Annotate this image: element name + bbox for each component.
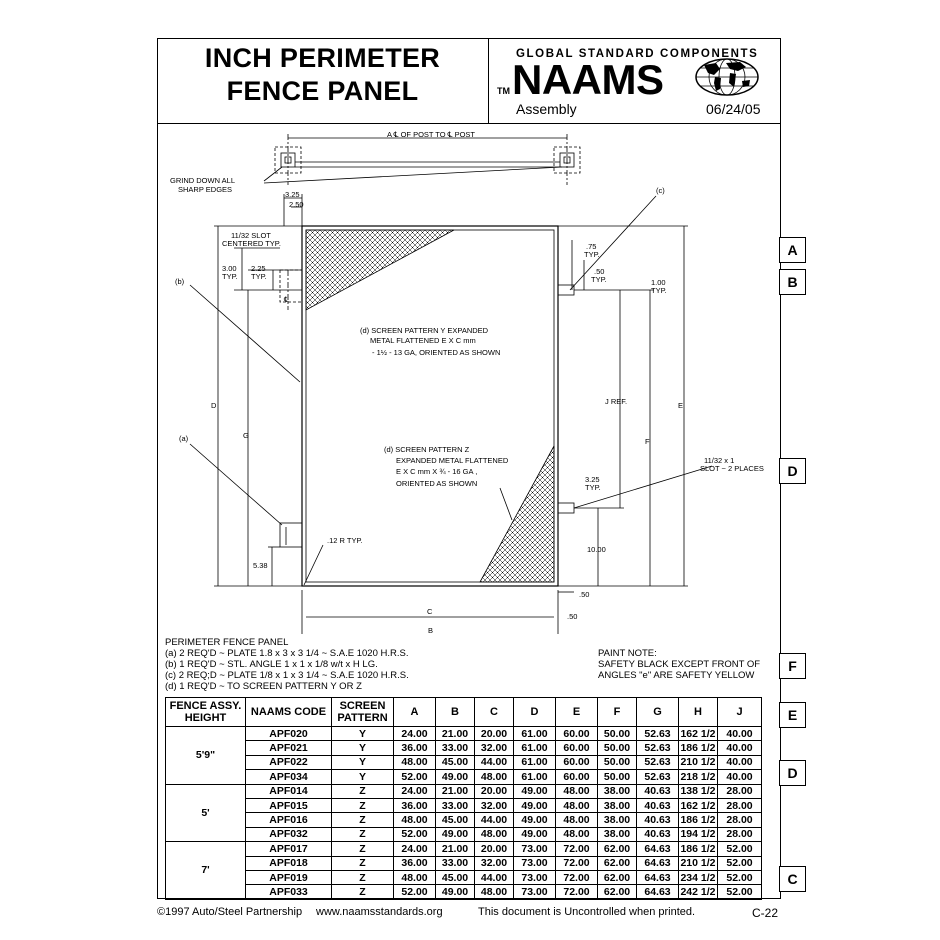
table-row — [166, 870, 762, 884]
value-cell: 45.00 — [436, 755, 475, 769]
value-cell: 28.00 — [718, 813, 762, 827]
value-cell: 38.00 — [598, 784, 637, 798]
table-row — [166, 813, 762, 827]
grind-note-2: SHARP EDGES — [178, 185, 233, 194]
dim-3-25-b: 3.25 — [585, 475, 600, 484]
side-tab-e[interactable]: E — [779, 702, 806, 728]
value-cell: 28.00 — [718, 798, 762, 812]
value-cell: 20.00 — [475, 842, 514, 856]
dim-0-75-typ: TYP. — [584, 250, 600, 259]
trademark: TM — [497, 86, 510, 96]
value-cell: 40.63 — [637, 784, 679, 798]
pattern-cell: Z — [332, 856, 394, 870]
value-cell: 50.00 — [598, 755, 637, 769]
value-cell: 48.00 — [475, 885, 514, 899]
value-cell: 48.00 — [394, 813, 436, 827]
dim-3-25-b-typ: TYP. — [585, 483, 601, 492]
value-cell: 62.00 — [598, 885, 637, 899]
value-cell: 21.00 — [436, 727, 475, 741]
value-cell: 62.00 — [598, 870, 637, 884]
pattern-cell: Y — [332, 755, 394, 769]
label-a: (a) — [179, 434, 189, 443]
col-header-f: F — [598, 698, 637, 727]
side-tab-c[interactable]: C — [779, 866, 806, 892]
value-cell: 61.00 — [514, 755, 556, 769]
value-cell: 48.00 — [394, 755, 436, 769]
pattern-cell: Z — [332, 798, 394, 812]
dim-3-00-typ: TYP. — [222, 272, 238, 281]
value-cell: 32.00 — [475, 741, 514, 755]
value-cell: 48.00 — [475, 827, 514, 841]
table-row — [166, 770, 762, 784]
value-cell: 40.63 — [637, 813, 679, 827]
col-header-a: A — [394, 698, 436, 727]
table-row — [166, 827, 762, 841]
label-b: (b) — [175, 277, 185, 286]
slot-2-line1: 11/32 x 1 — [704, 456, 735, 465]
value-cell: 186 1/2 — [680, 814, 716, 827]
paint-note: PAINT NOTE: SAFETY BLACK EXCEPT FRONT OF ANGLES "e" ARE SAFETY YELLOW — [598, 648, 761, 681]
note-b: (b) 1 REQ'D ~ STL. ANGLE 1 x 1 x 1/8 w/t x H LG. — [165, 659, 378, 670]
col-header-height: FENCE ASSY. HEIGHT — [166, 698, 246, 727]
value-cell: 162 1/2 — [680, 727, 716, 740]
value-cell: 52.00 — [394, 885, 436, 899]
value-cell: 45.00 — [436, 870, 475, 884]
value-cell: 62.00 — [598, 842, 637, 856]
value-cell: 33.00 — [436, 798, 475, 812]
value-cell: 20.00 — [475, 727, 514, 741]
col-header-g: G — [637, 698, 679, 727]
pattern-cell: Z — [332, 827, 394, 841]
col-header-pattern: SCREEN PATTERN — [332, 698, 394, 727]
naams-code-cell: APF016 — [246, 813, 332, 827]
dim-0-50-typ-val: .50 — [594, 267, 605, 276]
value-cell: 50.00 — [598, 727, 637, 741]
value-cell: 45.00 — [436, 813, 475, 827]
side-tab-d-lower[interactable]: D — [779, 760, 806, 786]
value-cell: 186 1/2 — [680, 742, 716, 755]
col-header-j: J — [718, 698, 762, 727]
value-cell: 21.00 — [436, 842, 475, 856]
col-header-code: NAAMS CODE — [246, 698, 332, 727]
naams-code-cell: APF015 — [246, 798, 332, 812]
dim-f: F — [645, 437, 650, 446]
pattern-z-line1: (d) SCREEN PATTERN Z — [384, 445, 470, 454]
value-cell: 49.00 — [514, 827, 556, 841]
value-cell: 60.00 — [556, 770, 598, 784]
value-cell: 44.00 — [475, 813, 514, 827]
height-cell: 5'9" — [166, 727, 246, 785]
slot-note-2: CENTERED TYP. — [222, 239, 281, 248]
value-cell: 44.00 — [475, 870, 514, 884]
value-cell: 64.63 — [637, 885, 679, 899]
value-cell: 24.00 — [394, 784, 436, 798]
revision-date: 06/24/05 — [706, 101, 761, 117]
naams-code-cell: APF021 — [246, 741, 332, 755]
dim-g: G — [243, 431, 249, 440]
value-cell: 210 1/2 — [680, 756, 716, 769]
value-cell: 40.63 — [637, 827, 679, 841]
value-cell: 73.00 — [514, 870, 556, 884]
col-header-e: E — [556, 698, 598, 727]
value-cell: 73.00 — [514, 885, 556, 899]
value-cell: 36.00 — [394, 741, 436, 755]
value-cell: 38.00 — [598, 813, 637, 827]
pattern-cell: Z — [332, 870, 394, 884]
dim-0-50-c: .50 — [567, 612, 578, 621]
value-cell: 28.00 — [718, 827, 762, 841]
dim-1-00: 1.00 — [651, 278, 666, 287]
dim-0-75: .75 — [586, 242, 597, 251]
pattern-cell: Z — [332, 813, 394, 827]
value-cell: 49.00 — [436, 770, 475, 784]
value-cell: 61.00 — [514, 741, 556, 755]
dim-b: B — [428, 626, 434, 634]
pattern-y-line3: - 1½ - 13 GA, ORIENTED AS SHOWN — [372, 348, 501, 357]
slot-2-line2: SLOT ~ 2 PLACES — [700, 464, 764, 473]
value-cell: 72.00 — [556, 856, 598, 870]
dim-0-50-bottom: .50 — [579, 590, 590, 599]
pattern-cell: Z — [332, 885, 394, 899]
naams-code-cell: APF014 — [246, 784, 332, 798]
technical-drawing — [157, 124, 781, 634]
side-tab-b[interactable]: B — [779, 269, 806, 295]
dim-5-38: 5.38 — [253, 561, 268, 570]
table-row — [166, 741, 762, 755]
value-cell: 48.00 — [556, 784, 598, 798]
value-cell: 52.00 — [718, 856, 762, 870]
value-cell: 64.63 — [637, 842, 679, 856]
side-tab-f[interactable]: F — [779, 653, 806, 679]
table-row — [166, 784, 762, 798]
pattern-cell: Y — [332, 741, 394, 755]
col-header-c: C — [475, 698, 514, 727]
value-cell: 24.00 — [394, 727, 436, 741]
pattern-cell: Z — [332, 842, 394, 856]
table-row — [166, 842, 762, 856]
centerline-mark: ℄ — [284, 295, 289, 304]
dim-c: C — [427, 607, 433, 616]
value-cell: 36.00 — [394, 856, 436, 870]
value-cell: 38.00 — [598, 827, 637, 841]
brand-logo: NAAMS — [512, 56, 664, 103]
naams-code-cell: APF020 — [246, 727, 332, 741]
value-cell: 210 1/2 — [680, 857, 716, 870]
value-cell: 38.00 — [598, 798, 637, 812]
value-cell: 138 1/2 — [680, 785, 716, 798]
dim-e: E — [678, 401, 684, 410]
value-cell: 62.00 — [598, 856, 637, 870]
note-a: (a) 2 REQ'D ~ PLATE 1.8 x 3 x 3 1/4 ~ S.A.E 1020 H.R.S. — [165, 648, 409, 659]
pattern-cell: Z — [332, 784, 394, 798]
value-cell: 52.63 — [637, 741, 679, 755]
value-cell: 73.00 — [514, 842, 556, 856]
height-cell: 7' — [166, 842, 246, 900]
globe-icon — [694, 57, 760, 97]
value-cell: 20.00 — [475, 784, 514, 798]
value-cell: 60.00 — [556, 755, 598, 769]
table-row — [166, 856, 762, 870]
value-cell: 40.00 — [718, 755, 762, 769]
grind-note-1: GRIND DOWN ALL — [170, 176, 236, 185]
naams-code-cell: APF017 — [246, 842, 332, 856]
footer-uncontrolled: This document is Uncontrolled when printed. — [478, 906, 696, 918]
value-cell: 48.00 — [556, 813, 598, 827]
header-vertical-divider — [488, 38, 489, 124]
value-cell: 52.63 — [637, 727, 679, 741]
value-cell: 162 1/2 — [680, 799, 716, 812]
pattern-y-line1: (d) SCREEN PATTERN Y EXPANDED — [360, 326, 489, 335]
value-cell: 52.00 — [718, 842, 762, 856]
value-cell: 48.00 — [556, 798, 598, 812]
value-cell: 40.00 — [718, 741, 762, 755]
value-cell: 60.00 — [556, 727, 598, 741]
value-cell: 72.00 — [556, 842, 598, 856]
value-cell: 48.00 — [475, 770, 514, 784]
pattern-y-line2: METAL FLATTENED E X C mm — [370, 336, 476, 345]
value-cell: 52.63 — [637, 770, 679, 784]
dim-3-25: 3.25 — [285, 190, 300, 199]
value-cell: 49.00 — [436, 885, 475, 899]
col-header-d: D — [514, 698, 556, 727]
value-cell: 24.00 — [394, 842, 436, 856]
table-row — [166, 755, 762, 769]
naams-code-cell: APF019 — [246, 870, 332, 884]
side-tab-d[interactable]: D — [779, 458, 806, 484]
note-d: (d) 1 REQ'D ~ TO SCREEN PATTERN Y OR Z — [165, 681, 362, 692]
table-row — [166, 885, 762, 899]
value-cell: 73.00 — [514, 856, 556, 870]
notes-heading: PERIMETER FENCE PANEL — [165, 637, 289, 648]
value-cell: 52.00 — [718, 885, 762, 899]
value-cell: 52.00 — [718, 870, 762, 884]
pattern-z-line3: E X C mm X ¾ - 16 GA , — [396, 467, 478, 476]
dim-2-25-typ: TYP. — [251, 272, 267, 281]
value-cell: 49.00 — [514, 798, 556, 812]
dim-3-00: 3.00 — [222, 264, 237, 273]
value-cell: 33.00 — [436, 741, 475, 755]
naams-code-cell: APF032 — [246, 827, 332, 841]
dim-1-00-typ: TYP. — [651, 286, 667, 295]
value-cell: 52.00 — [394, 770, 436, 784]
value-cell: 49.00 — [514, 813, 556, 827]
value-cell: 28.00 — [718, 784, 762, 798]
side-tab-a[interactable]: A — [779, 237, 806, 263]
value-cell: 234 1/2 — [680, 871, 716, 884]
dim-j: J REF. — [605, 397, 628, 406]
naams-code-cell: APF018 — [246, 856, 332, 870]
dim-12-r: .12 R TYP. — [327, 536, 363, 545]
note-c: (c) 2 REQ;D ~ PLATE 1/8 x 1 x 3 1/4 ~ S.A.E 1020 H.R.S. — [165, 670, 409, 681]
value-cell: 61.00 — [514, 770, 556, 784]
pattern-cell: Y — [332, 727, 394, 741]
dim-2-50: 2.50 — [289, 200, 304, 209]
dim-0-50-typ: TYP. — [591, 275, 607, 284]
table-row — [166, 798, 762, 812]
section-label: Assembly — [516, 101, 577, 117]
value-cell: 72.00 — [556, 885, 598, 899]
value-cell: 48.00 — [556, 827, 598, 841]
dim-2-25: 2.25 — [251, 264, 266, 273]
value-cell: 44.00 — [475, 755, 514, 769]
naams-code-cell: APF034 — [246, 770, 332, 784]
value-cell: 36.00 — [394, 798, 436, 812]
value-cell: 33.00 — [436, 856, 475, 870]
value-cell: 194 1/2 — [680, 828, 716, 841]
parts-notes — [165, 637, 409, 692]
value-cell: 52.00 — [394, 827, 436, 841]
value-cell: 32.00 — [475, 856, 514, 870]
value-cell: 186 1/2 — [680, 842, 716, 855]
footer-website[interactable]: www.naamsstandards.org — [316, 906, 443, 918]
footer-copyright: ©1997 Auto/Steel Partnership — [157, 906, 303, 918]
value-cell: 50.00 — [598, 770, 637, 784]
pattern-z-line4: ORIENTED AS SHOWN — [396, 479, 478, 488]
col-header-h: H — [679, 698, 718, 727]
value-cell: 52.63 — [637, 755, 679, 769]
slot-note-1: 11/32 SLOT — [231, 231, 271, 240]
dim-10-00: 10.00 — [587, 545, 606, 554]
pattern-cell: Y — [332, 770, 394, 784]
value-cell: 40.00 — [718, 770, 762, 784]
value-cell: 61.00 — [514, 727, 556, 741]
value-cell: 49.00 — [436, 827, 475, 841]
value-cell: 64.63 — [637, 870, 679, 884]
dimension-table — [165, 697, 762, 900]
page-number: C-22 — [752, 906, 779, 920]
value-cell: 50.00 — [598, 741, 637, 755]
table-row — [166, 727, 762, 741]
col-header-b: B — [436, 698, 475, 727]
value-cell: 242 1/2 — [680, 885, 716, 898]
value-cell: 60.00 — [556, 741, 598, 755]
value-cell: 40.00 — [718, 727, 762, 741]
value-cell: 72.00 — [556, 870, 598, 884]
value-cell: 21.00 — [436, 784, 475, 798]
value-cell: 49.00 — [514, 784, 556, 798]
height-cell: 5' — [166, 784, 246, 842]
page-title: INCH PERIMETER FENCE PANEL — [204, 43, 441, 106]
value-cell: 218 1/2 — [680, 770, 716, 783]
naams-code-cell: APF033 — [246, 885, 332, 899]
dim-d: D — [211, 401, 217, 410]
dim-a-post-to-post: A ℄ OF POST TO ℄ POST — [387, 130, 475, 139]
value-cell: 48.00 — [394, 870, 436, 884]
value-cell: 40.63 — [637, 798, 679, 812]
naams-code-cell: APF022 — [246, 755, 332, 769]
value-cell: 64.63 — [637, 856, 679, 870]
brand-tagline: GLOBAL STANDARD COMPONENTS — [516, 48, 759, 60]
label-c: (c) — [656, 186, 665, 195]
value-cell: 32.00 — [475, 798, 514, 812]
pattern-z-line2: EXPANDED METAL FLATTENED — [396, 456, 509, 465]
